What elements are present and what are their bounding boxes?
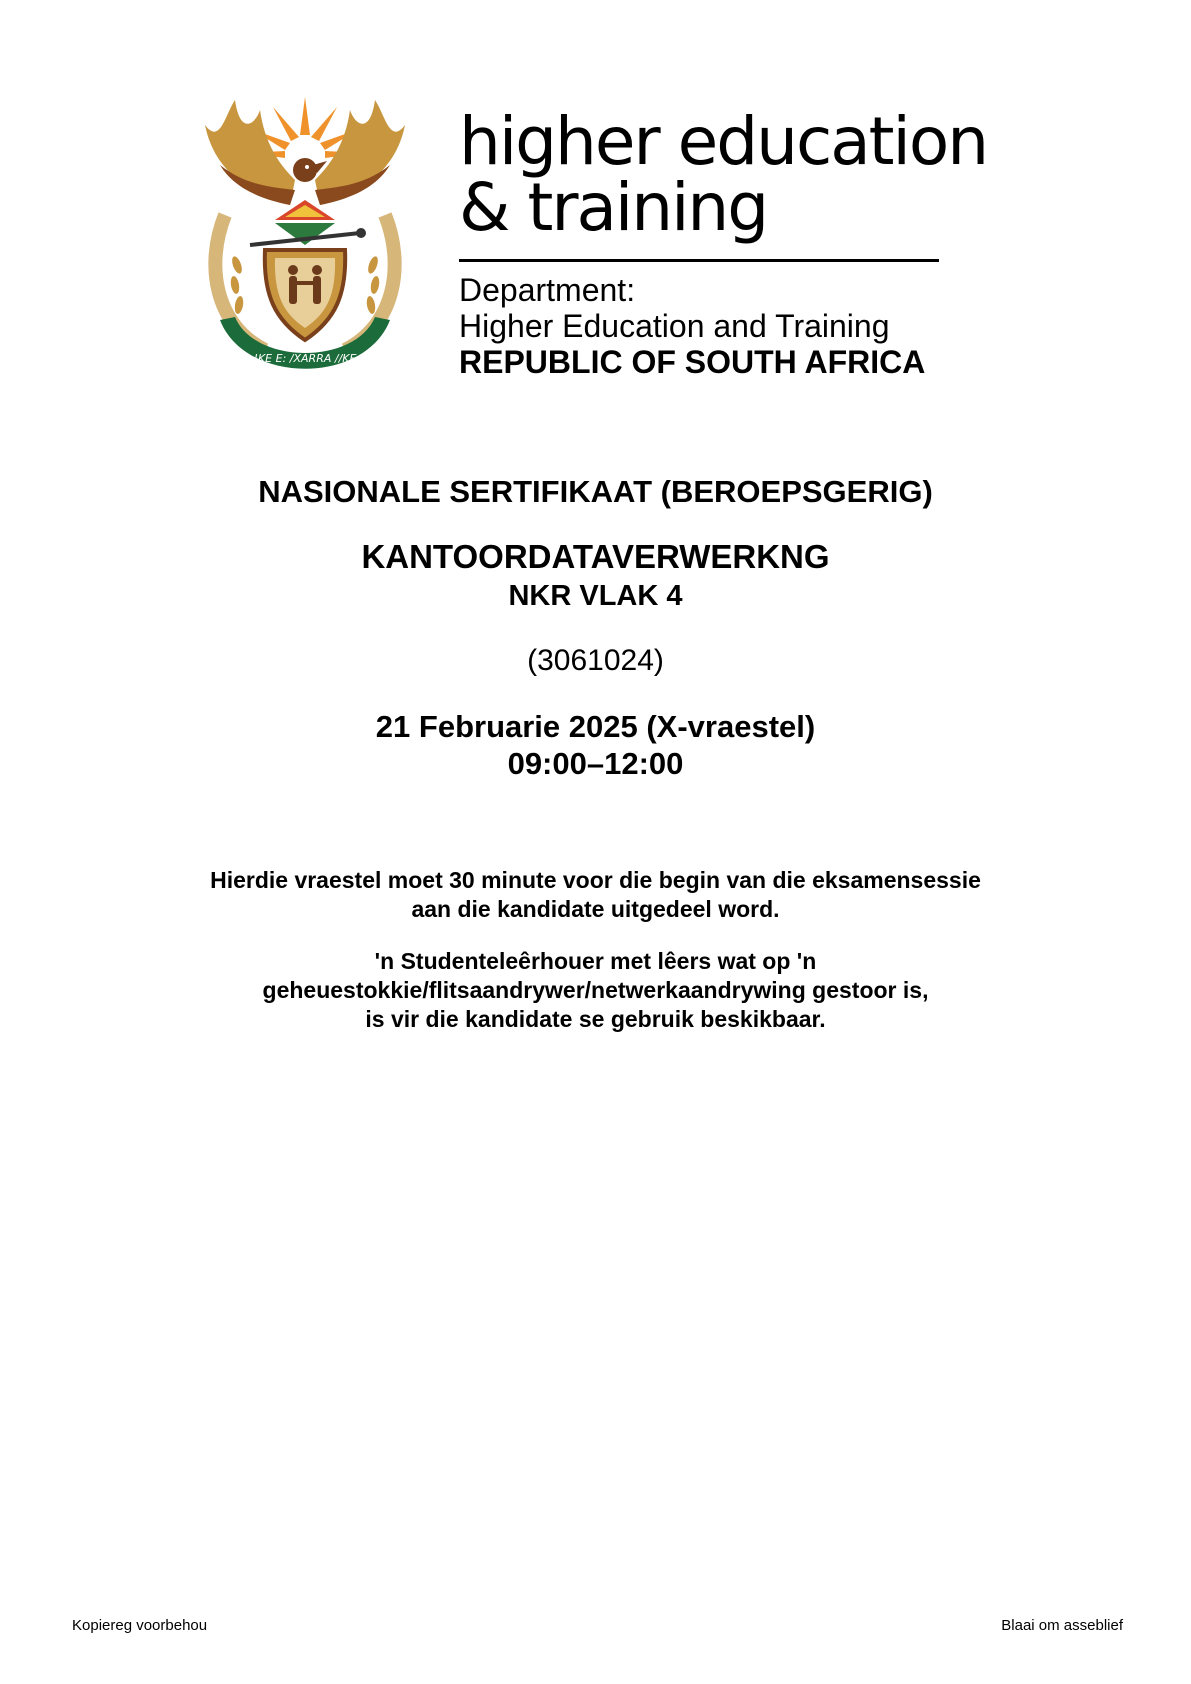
certificate-title: NASIONALE SERTIFIKAAT (BEROEPSGERIG) bbox=[258, 474, 933, 509]
document-header bbox=[195, 95, 988, 385]
notice-line-1: Hierdie vraestel moet 30 minute voor die begin van die eksamensessie bbox=[210, 867, 981, 893]
subject-title: KANTOORDATAVERWERKNG bbox=[361, 538, 830, 575]
brand-line-2: & training bbox=[459, 169, 768, 246]
coat-of-arms-icon bbox=[195, 95, 415, 385]
notice-line-3: 'n Studenteleêrhouer met lêers wat op 'n bbox=[374, 948, 817, 974]
dept-country: REPUBLIC OF SOUTH AFRICA bbox=[459, 344, 926, 380]
dept-name: Higher Education and Training bbox=[459, 308, 890, 344]
level-title: NKR VLAK 4 bbox=[508, 580, 683, 612]
brand-divider bbox=[459, 259, 939, 262]
notice-line-4: geheuestokkie/flitsaandrywer/netwerkaandrywing gestoor is, bbox=[262, 977, 929, 1003]
brand-line-1: higher education bbox=[459, 103, 988, 180]
subject-code: (3061024) bbox=[527, 644, 664, 677]
exam-date-block bbox=[0, 708, 1191, 782]
files-notice bbox=[0, 947, 1191, 1034]
distribution-notice bbox=[0, 866, 1191, 924]
footer-copyright: Kopiereg voorbehou bbox=[72, 1617, 208, 1634]
svg-text:!KE E: /XARRA //KE: !KE E: /XARRA //KE bbox=[253, 352, 357, 365]
notice-line-2: aan die kandidate uitgedeel word. bbox=[411, 896, 780, 922]
brand-block bbox=[459, 103, 988, 380]
dept-label: Department: bbox=[459, 272, 636, 308]
footer-turn-over: Blaai om asseblief bbox=[1001, 1617, 1123, 1634]
notice-line-5: is vir die kandidate se gebruik beskikbaar. bbox=[365, 1006, 826, 1032]
exam-date: 21 Februarie 2025 (X-vraestel) bbox=[375, 709, 816, 744]
exam-time: 09:00–12:00 bbox=[507, 746, 684, 781]
